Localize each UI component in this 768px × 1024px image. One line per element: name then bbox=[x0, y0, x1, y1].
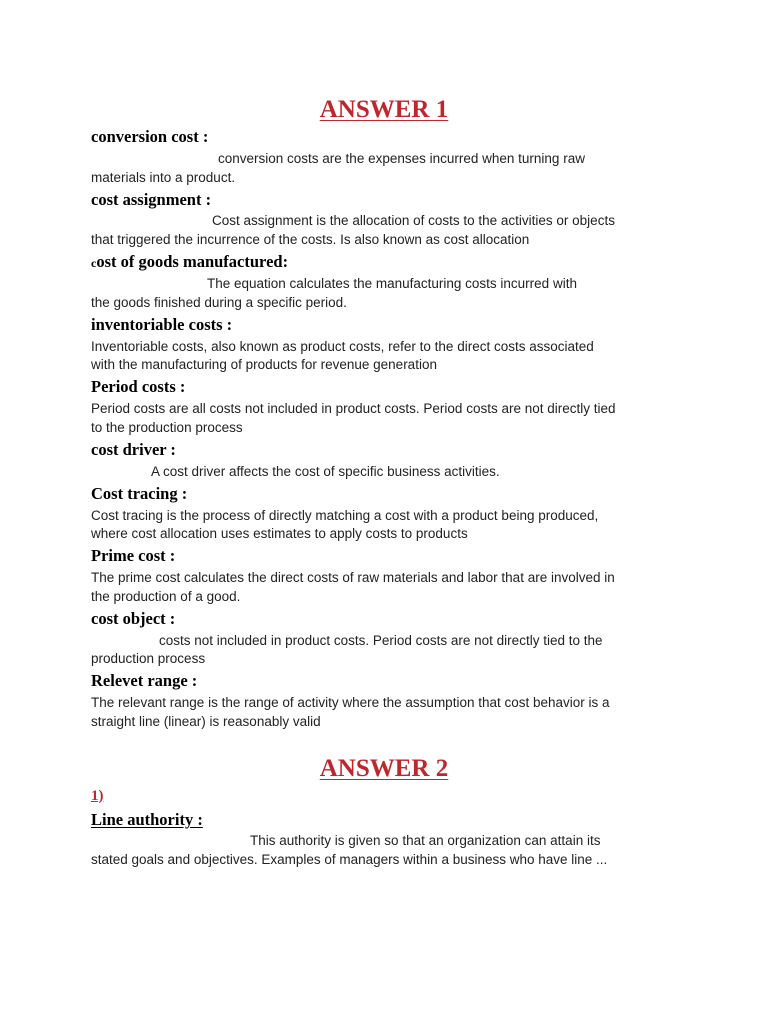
term-line-authority: Line authority : bbox=[91, 810, 203, 829]
term-cost-object: cost object : bbox=[91, 609, 176, 628]
definition-line: Inventoriable costs, also known as product costs, refer to the direct costs associated bbox=[91, 339, 594, 354]
definition-line: costs not included in product costs. Period costs are not directly tied to the bbox=[159, 633, 603, 648]
definition-line: the production of a good. bbox=[91, 589, 241, 604]
term-conversion-cost: conversion cost : bbox=[91, 127, 209, 146]
definition-line: The relevant range is the range of activity where the assumption that cost behavior is a bbox=[91, 695, 610, 710]
answer-1-heading: ANSWER 1 bbox=[319, 96, 449, 123]
definition-line: Cost assignment is the allocation of costs to the activities or objects bbox=[212, 213, 615, 228]
term-relevant-range: Relevet range : bbox=[91, 671, 198, 690]
definition-line: where cost allocation uses estimates to apply costs to products bbox=[91, 526, 468, 541]
term-rest: ost of goods manufactured: bbox=[96, 252, 289, 271]
definition-line: the goods finished during a specific period. bbox=[91, 295, 347, 310]
answer-2-heading: ANSWER 2 bbox=[319, 755, 449, 782]
definition-line: that triggered the incurrence of the costs. Is also known as cost allocation bbox=[91, 232, 530, 247]
term-period-costs: Period costs : bbox=[91, 377, 186, 396]
definition-line: production process bbox=[91, 651, 206, 666]
definition-line: to the production process bbox=[91, 420, 243, 435]
definition-line: Period costs are all costs not included in product costs. Period costs are not directly tied bbox=[91, 401, 616, 416]
definition-line: materials into a product. bbox=[91, 170, 236, 185]
definition-line: stated goals and objectives. Examples of managers within a business who have line ... bbox=[91, 852, 608, 867]
term-cost-assignment: cost assignment : bbox=[91, 190, 212, 209]
term-cost-tracing: Cost tracing : bbox=[91, 484, 188, 503]
definition-line: A cost driver affects the cost of specific business activities. bbox=[151, 464, 500, 479]
definition-line: Cost tracing is the process of directly matching a cost with a product being produced, bbox=[91, 508, 599, 523]
term-cost-driver: cost driver : bbox=[91, 440, 176, 459]
term-inventoriable-costs: inventoriable costs : bbox=[91, 315, 233, 334]
definition-line: The prime cost calculates the direct costs of raw materials and labor that are involved in bbox=[91, 570, 615, 585]
term-cost-of-goods-manufactured bbox=[91, 252, 288, 273]
definition-line: with the manufacturing of products for revenue generation bbox=[91, 357, 437, 372]
definition-line: straight line (linear) is reasonably valid bbox=[91, 714, 321, 729]
term-prime-cost: Prime cost : bbox=[91, 546, 176, 565]
definition-line: The equation calculates the manufacturing costs incurred with bbox=[207, 276, 577, 291]
term-first-letter: c bbox=[91, 256, 97, 270]
item-number: 1) bbox=[91, 788, 104, 804]
definition-line: conversion costs are the expenses incurred when turning raw bbox=[218, 151, 585, 166]
definition-line: This authority is given so that an organization can attain its bbox=[250, 833, 601, 848]
